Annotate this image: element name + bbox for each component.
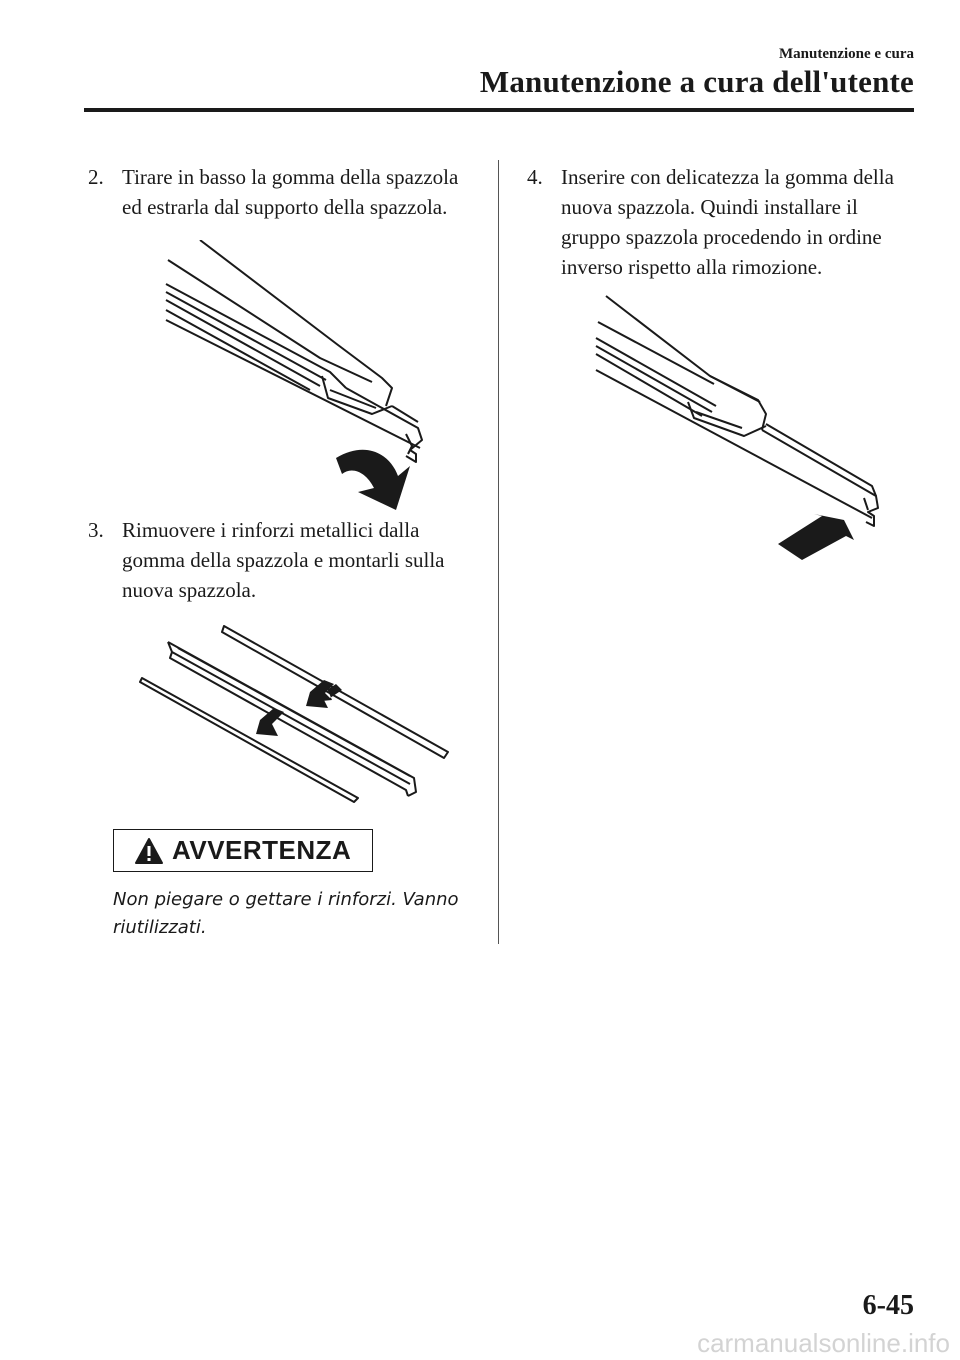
section-header: Manutenzione e cura	[779, 46, 914, 62]
wiper-rubber-pull-down-illustration	[160, 240, 440, 512]
step-number: 3.	[88, 518, 104, 542]
arrow-left-icon	[256, 708, 284, 736]
column-divider	[498, 160, 499, 944]
step-number: 4.	[527, 165, 543, 189]
warning-text: Non piegare o gettare i rinforzi. Vanno riutilizzati.	[113, 889, 459, 938]
step-number: 2.	[88, 165, 104, 189]
page-title: Manutenzione a cura dell'utente	[479, 64, 914, 99]
warning-triangle-icon	[134, 837, 164, 865]
header-divider	[84, 108, 914, 112]
step-text: Tirare in basso la gomma della spazzola ed estrarla dal supporto della spazzola.	[122, 165, 459, 219]
arrow-right-icon	[778, 514, 854, 560]
metal-reinforcements-illustration	[138, 622, 450, 810]
warning-label: AVVERTENZA	[172, 835, 352, 865]
page-number: 6-45	[862, 1290, 914, 1321]
wiper-rubber-insert-illustration	[592, 294, 888, 560]
step-3	[88, 515, 483, 605]
step-text: Inserire con delicatezza la gomma della nuova spazzola. Quindi installare il gruppo spazzola procedendo in ordine inverso rispetto alla rimozione.	[561, 165, 894, 279]
watermark: carmanualsonline.info	[697, 1328, 950, 1358]
warning-box	[113, 829, 373, 872]
arrow-down-icon	[336, 450, 410, 510]
step-2	[88, 162, 478, 222]
step-text: Rimuovere i rinforzi metallici dalla gomma della spazzola e montarli sulla nuova spazzola.	[122, 518, 445, 602]
step-4	[527, 162, 917, 282]
